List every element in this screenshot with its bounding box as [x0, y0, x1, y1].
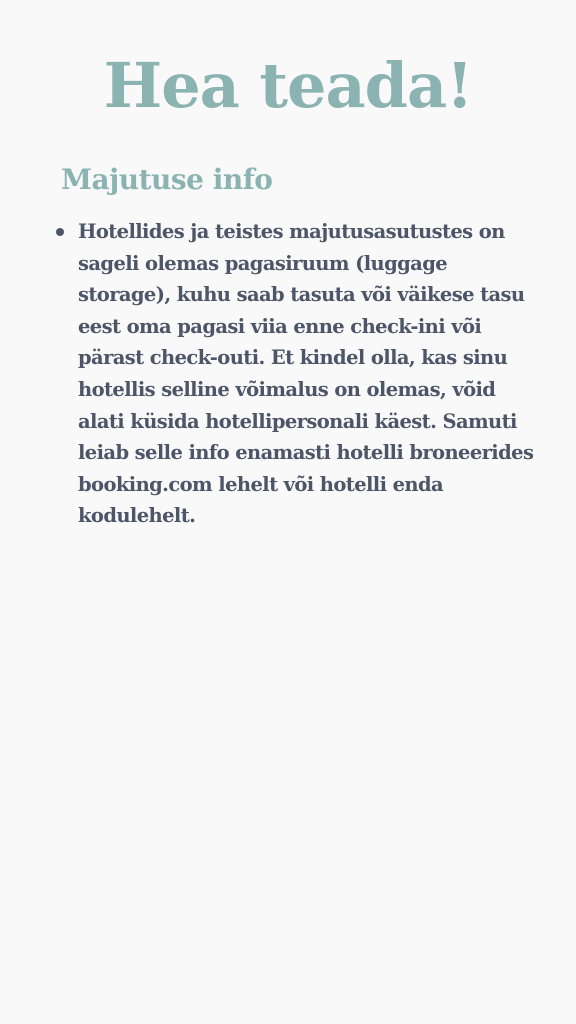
section-heading: Majutuse info [61, 163, 273, 196]
page-title: Hea teada! [103, 49, 473, 122]
bullet-icon [56, 228, 64, 236]
bullet-list [52, 216, 536, 532]
list-item-text: Hotellides ja teistes majutusasutustes on sageli olemas pagasiruum (luggage storage), kuhu saab tasuta või väikese tasu eest oma pagasi viia enne check-ini või pärast check-outi. Et kindel olla, kas sinu hotellis selline võimalus on olemas, võid alati küsida hotellipersonali käest. Samuti leiab selle info enamasti hotelli broneerides booking.com lehelt või hotelli enda kodulehelt. [78, 220, 534, 528]
list-item [52, 216, 536, 532]
